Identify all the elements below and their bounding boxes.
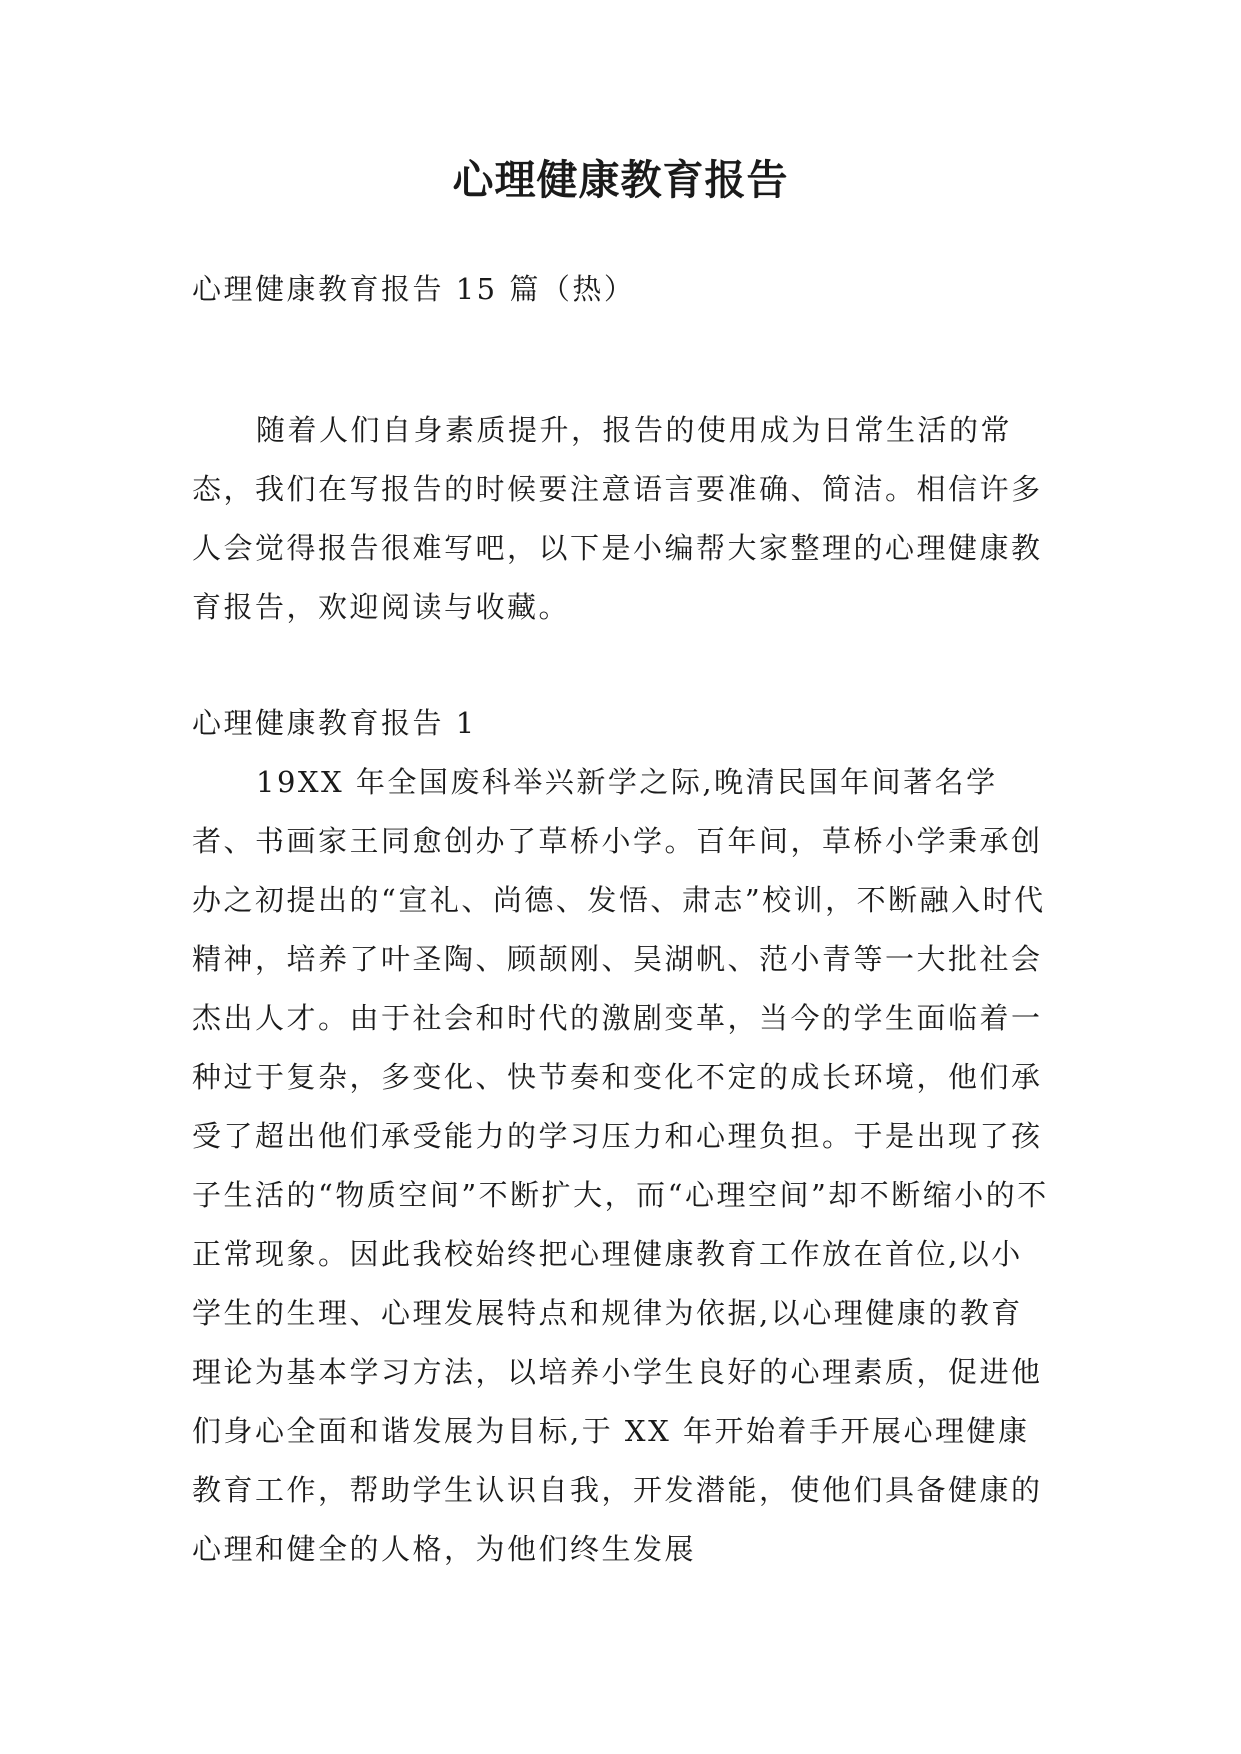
section-heading: 心理健康教育报告 1 bbox=[192, 706, 477, 740]
document-subtitle: 心理健康教育报告 15 篇（热） bbox=[192, 272, 636, 306]
section-body-paragraph: 19XX 年全国废科举兴新学之际,晚清民国年间著名学者、书画家王同愈创办了草桥小学。百年间，草桥小学秉承创办之初提出的“宣礼、尚德、发悟、肃志”校训，不断融入时代精神，培养了叶圣陶、顾颉刚、吴湖帆、范小青等一大批社会杰出人才。由于社会和时代的激剧变革，当今的学生面临着一种过于复杂，多变化、快节奏和变化不定的成长环境，他们承受了超出他们承受能力的学习压力和心理负担。于是出现了孩子生活的“物质空间”不断扩大，而“心理空间”却不断缩小的不正常现象。因此我校始终把心理健康教育工作放在首位,以小学生的生理、心理发展特点和规律为依据,以心理健康的教育理论为基本学习方法，以培养小学生良好的心理素质，促进他们身心全面和谐发展为目标,于 XX 年开始着手开展心理健康教育工作，帮助学生认识自我，开发潜能，使他们具备健康的心理和健全的人格，为他们终生发展 bbox=[192, 765, 1049, 1566]
document-title: 心理健康教育报告 bbox=[452, 156, 789, 204]
intro-paragraph: 随着人们自身素质提升，报告的使用成为日常生活的常态，我们在写报告的时候要注意语言要准确、简洁。相信许多人会觉得报告很难写吧，以下是小编帮大家整理的心理健康教育报告，欢迎阅读与收藏。 bbox=[192, 413, 1043, 624]
